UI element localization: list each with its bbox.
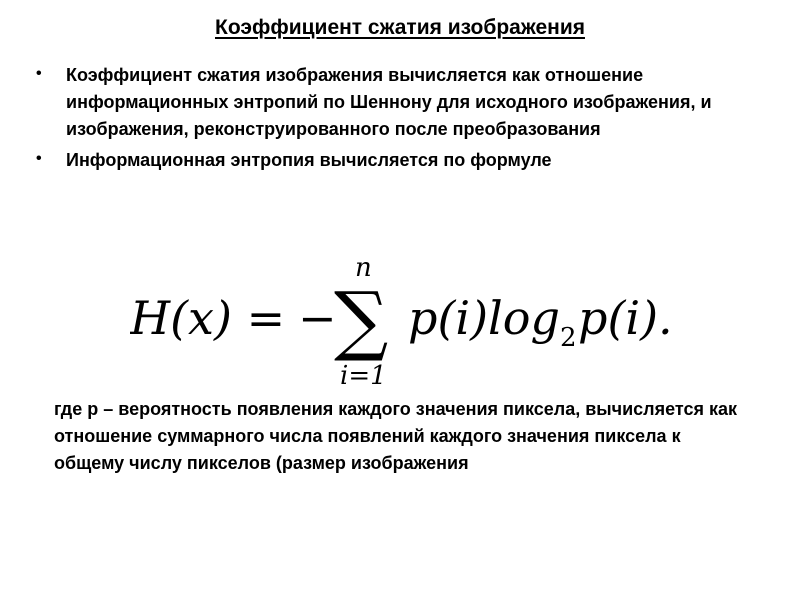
formula-upper-limit: n	[355, 253, 372, 283]
bullet-list	[36, 62, 756, 178]
formula-term: p(i)log	[408, 291, 560, 345]
formula-minus: −	[298, 291, 337, 345]
formula-lower-limit: i=1	[340, 361, 387, 391]
bullet-item-compression-ratio	[36, 62, 756, 143]
bullet-dot-icon: •	[36, 65, 42, 82]
bullet-text: Информационная энтропия вычисляется по формуле	[66, 150, 552, 170]
formula-lhs: H(x) =	[130, 291, 286, 345]
slide-title-text: Коэффициент сжатия изображения	[215, 16, 585, 39]
formula-log-base: 2	[560, 323, 577, 353]
formula-sum-symbol: ∑	[334, 275, 389, 364]
bullet-item-entropy-formula	[36, 147, 756, 174]
formula-note: где p – вероятность появления каждого значения пиксела, вычисляется как отношение суммарного числа появлений каждого значения пиксела к общему числу пикселов (размер изображения	[54, 399, 738, 473]
entropy-formula	[130, 252, 690, 392]
formula-term-tail: p(i).	[578, 291, 673, 345]
bullet-text: Коэффициент сжатия изображения вычисляется как отношение информационных энтропий по Шеннону для исходного изображения, и изображения, реконструированного после преобразования	[66, 65, 712, 139]
slide-title	[0, 14, 800, 42]
entropy-formula-graphic	[130, 252, 690, 392]
bullet-dot-icon: •	[36, 150, 42, 167]
